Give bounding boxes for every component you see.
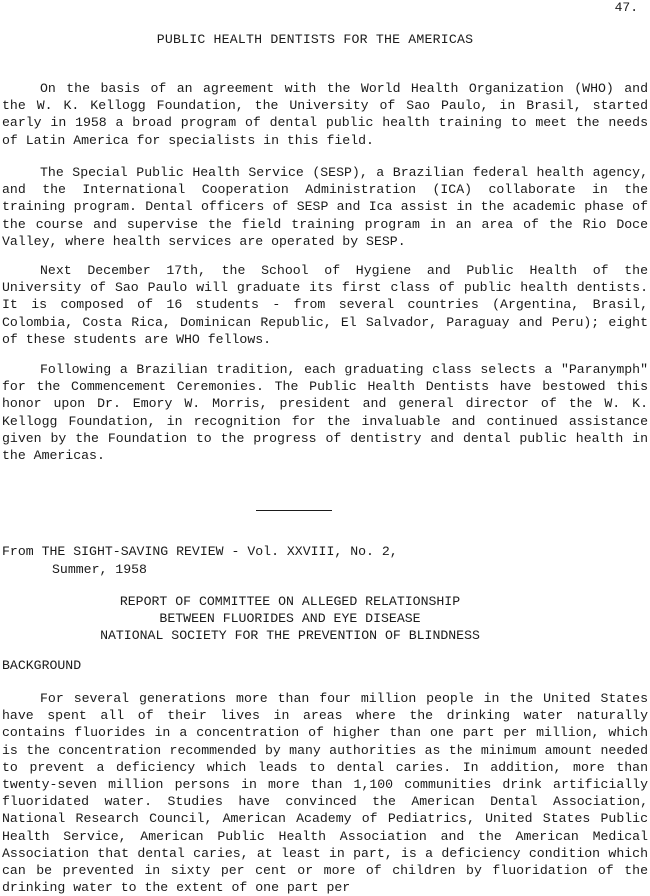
section-divider bbox=[256, 510, 332, 511]
report-title-line-1: REPORT OF COMMITTEE ON ALLEGED RELATIONSHIP bbox=[119, 594, 461, 609]
report-title-line-3: NATIONAL SOCIETY FOR THE PREVENTION OF BLINDNESS bbox=[100, 628, 480, 644]
report-title bbox=[0, 593, 580, 645]
article-paragraph-4: Following a Brazilian tradition, each graduating class selects a "Paranymph" for the Commencement Ceremonies. The Public Health Dentists have bestowed this honor upon Dr. Emory W. Morris, president and general director of the W. K. Kellogg Foundation, in recognition for the invaluable and continued assistance given by the Foundation to the progress of dentistry and dental public health in the Americas. bbox=[2, 362, 648, 464]
source-citation bbox=[2, 543, 398, 578]
article-title: PUBLIC HEALTH DENTISTS FOR THE AMERICAS bbox=[156, 32, 474, 47]
article-paragraph-2: The Special Public Health Service (SESP), a Brazilian federal health agency, and the International Cooperation Administration (ICA) collaborate in the training program. Dental officers of SESP and Ica assist in the academic phase of the course and supervise the field training program in an area of the Rio Doce Valley, where health services are operated by SESP. bbox=[2, 165, 648, 249]
page-number: 47. bbox=[614, 0, 638, 15]
article-paragraph-3: Next December 17th, the School of Hygiene and Public Health of the University of Sao Paulo will graduate its first class of public health dentists. It is composed of 16 students - from several countries (Argentina, Brasil, Colombia, Costa Rica, Dominican Republic, El Salvador, Paraguay and Peru); eight of these students are WHO fellows. bbox=[2, 263, 648, 347]
report-title-line-2: BETWEEN FLUORIDES AND EYE DISEASE bbox=[159, 611, 421, 627]
source-line-1: From THE SIGHT-SAVING REVIEW - Vol. XXVIII, No. 2, bbox=[2, 544, 398, 559]
article-paragraph-1: On the basis of an agreement with the World Health Organization (WHO) and the W. K. Kellogg Foundation, the University of Sao Paulo, in Brasil, started early in 1958 a broad program of dental public health training to meet the needs of Latin America for specialists in this field. bbox=[2, 81, 648, 148]
source-line-2: Summer, 1958 bbox=[52, 561, 147, 577]
report-body-paragraph: For several generations more than four million people in the United States have spent all of their lives in areas where the drinking water naturally contains fluorides in a concentration of higher than one part per million, which is the concentration recommended by many authorities as the minimum amount needed to prevent a deficiency which leads to dental caries. In addition, more than twenty-seven million persons in more than 1,100 communities drink artificially fluoridated water. Studies have convinced the American Dental Association, National Research Council, American Academy of Pediatrics, United States Public Health Service, American Public Health Association and the American Medical Association that dental caries, at least in part, is a deficiency condition which can be prevented in sixty per cent or more of children by fluoridation of the drinking water to the extent of one part per bbox=[2, 691, 648, 896]
section-heading: BACKGROUND bbox=[2, 658, 82, 673]
